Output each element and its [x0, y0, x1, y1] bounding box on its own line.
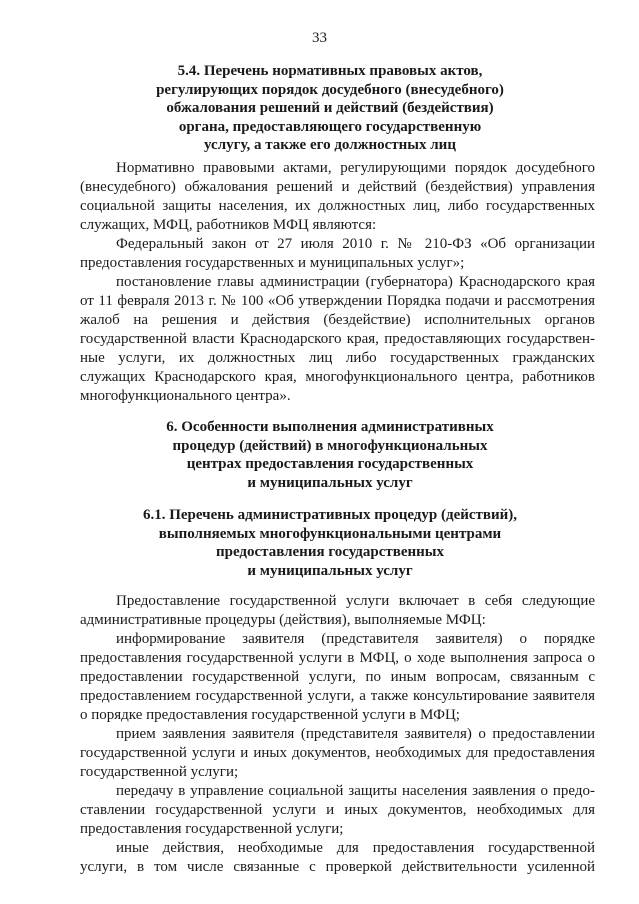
heading-line: и муниципальных услуг	[247, 562, 413, 579]
text-line: предоставления государственной услуги;	[80, 821, 344, 837]
paragraph-transfer	[80, 782, 595, 839]
text-line: Предоставление государственной услуги включает в себя следующие	[116, 593, 595, 609]
text-line: служащих Краснодарского края, многофункционального центра, работников	[80, 369, 595, 385]
text-line: государственной услуги;	[80, 764, 239, 780]
text-line: Нормативно правовыми актами, регулирующими порядок досудебного	[116, 160, 595, 176]
section-6-1-heading	[80, 506, 580, 580]
text-line: социальной защиты населения, их должностных лиц, либо государственных	[80, 198, 595, 214]
text-line: предоставлением государственной услуги, а также консультирование заявителя	[80, 688, 595, 704]
paragraph-informing	[80, 630, 595, 725]
paragraph-receiving-application	[80, 725, 595, 782]
text-line: иные действия, необходимые для предоставления государственной	[116, 840, 595, 856]
paragraph-federal-law	[80, 235, 595, 273]
section-6-heading	[80, 418, 580, 492]
paragraph-procedures-intro	[80, 592, 595, 630]
text-line: (внесудебного) обжалования решений и действий (бездействия) управления	[80, 179, 595, 195]
section-5-4-heading	[80, 62, 580, 155]
text-line: предоставления государственных и муниципальных услуг»;	[80, 255, 465, 271]
text-line: жалоб на решения и действия (бездействие) исполнительных органов	[80, 312, 595, 328]
text-line: прием заявления заявителя (представителя заявителя) о предоставлении	[116, 726, 595, 742]
heading-line: 6.1. Перечень административных процедур (действий),	[142, 507, 518, 523]
text-line: информирование заявителя (представителя заявителя) о порядке	[116, 631, 595, 647]
paragraph-other-actions	[80, 839, 595, 877]
text-line: государственной власти Краснодарского края, предоставляющих государствен-	[80, 331, 595, 347]
heading-line: и муниципальных услуг	[247, 474, 413, 491]
text-line: ные услуги, их должностных лиц либо государственных гражданских	[80, 350, 595, 366]
text-line: услуги, в том числе связанные с проверкой действительности усиленной	[80, 859, 595, 875]
text-line: административные процедуры (действия), выполняемые МФЦ:	[80, 612, 486, 628]
text-line: предоставления государственной услуги в МФЦ, о ходе выполнения запроса о	[80, 650, 595, 666]
text-line: многофункционального центра».	[80, 388, 291, 404]
heading-line: предоставления государственных	[215, 544, 445, 560]
heading-line: регулирующих порядок досудебного (внесудебного)	[156, 81, 504, 98]
text-line: передачу в управление социальной защиты населения заявления о предо-	[116, 783, 595, 799]
heading-line: обжалования решений и действий (бездействия)	[166, 100, 494, 116]
heading-line: процедур (действий) в многофункциональных	[172, 437, 488, 454]
text-line: служащих, МФЦ, работников МФЦ являются:	[80, 217, 377, 233]
text-line: постановление главы администрации (губернатора) Краснодарского края	[116, 274, 595, 290]
text-line: ставлении государственной услуги и иных документов, необходимых для	[80, 802, 595, 818]
text-line: Федеральный закон от 27 июля 2010 г. № 210-ФЗ «Об организации	[116, 236, 595, 252]
text-line: предоставлении государственной услуги, по иным вопросам, связанным с	[80, 669, 595, 685]
paragraph-legal-acts-intro	[80, 159, 595, 235]
heading-line: 6. Особенности выполнения административных	[166, 419, 494, 435]
text-line: о порядке предоставления государственной услуги в МФЦ;	[80, 707, 460, 723]
heading-line: органа, предоставляющего государственную	[178, 118, 482, 135]
paragraph-governor-decree	[80, 273, 595, 406]
heading-line: 5.4. Перечень нормативных правовых актов,	[177, 63, 483, 79]
text-line: государственной услуги и иных документов, необходимых для предоставления	[80, 745, 595, 761]
heading-line: выполняемых многофункциональными центрами	[158, 525, 502, 542]
heading-line: центрах предоставления государственных	[186, 456, 474, 472]
text-line: от 11 февраля 2013 г. № 100 «Об утверждении Порядка подачи и рассмотрения	[80, 293, 595, 309]
heading-line: услугу, а также его должностных лиц	[204, 137, 456, 153]
page-number: 33	[312, 30, 327, 46]
